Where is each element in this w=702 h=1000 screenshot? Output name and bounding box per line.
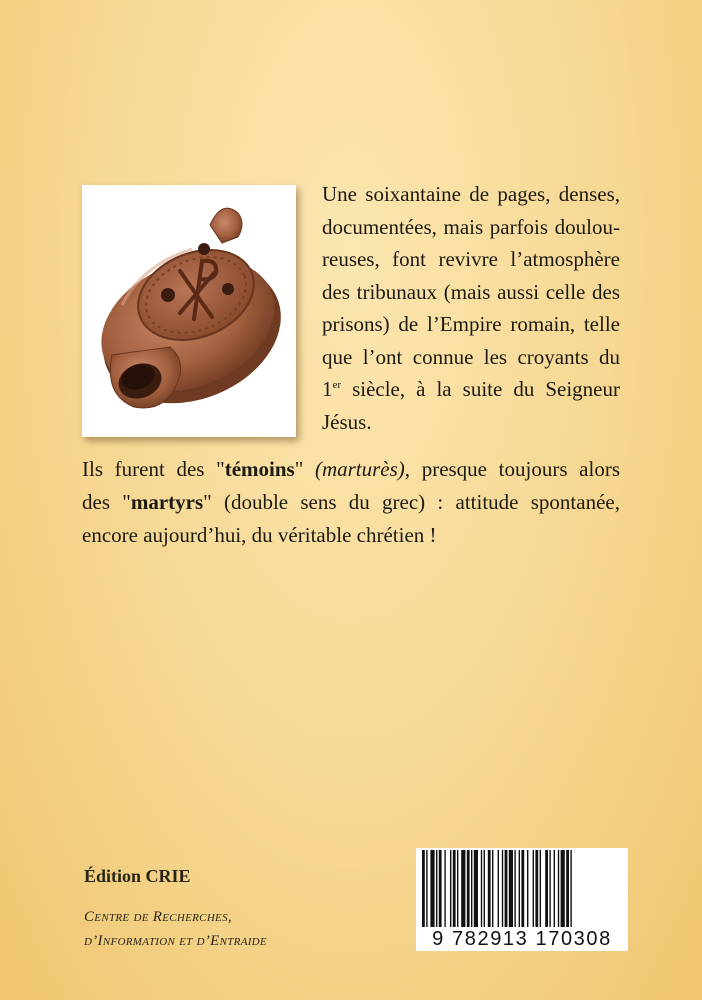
barcode-bar xyxy=(549,850,550,930)
barcode-bar xyxy=(492,850,493,930)
barcode-bar xyxy=(545,850,548,930)
publisher-name: Édition CRIE xyxy=(84,866,191,886)
barcode-bar xyxy=(471,850,472,930)
publisher-description xyxy=(84,905,267,953)
text-run: Ils furent des " xyxy=(82,457,225,481)
oil-lamp-photo xyxy=(82,185,296,437)
intro-line: reuses, font revivre l’atmosphère xyxy=(322,247,620,271)
italic-term-martures: (marturès) xyxy=(314,457,405,481)
barcode-bar xyxy=(519,850,520,930)
intro-line-century xyxy=(322,373,620,406)
barcode-bar xyxy=(488,850,491,930)
oil-lamp-image xyxy=(82,185,296,437)
barcode-digits: 9 782913 170308 xyxy=(416,927,628,951)
text-run: des " xyxy=(82,490,131,514)
barcode-bar xyxy=(453,850,456,930)
witness-paragraph xyxy=(82,453,620,552)
intro-line: prisons) de l’Empire romain, telle xyxy=(322,312,620,336)
barcode-bar xyxy=(540,850,541,930)
intro-line: que l’ont connue les croyants du xyxy=(322,344,620,369)
barcode-bar xyxy=(444,850,445,930)
barcode-bar xyxy=(481,850,482,930)
intro-paragraph xyxy=(322,178,620,438)
witness-line-2 xyxy=(82,486,620,519)
barcode-bar xyxy=(484,850,485,930)
barcode-bar xyxy=(527,850,528,930)
barcode-bar xyxy=(457,850,458,930)
barcode-bar xyxy=(533,850,534,930)
intro-line: Une soixantaine de pages, denses, xyxy=(322,182,620,206)
century-suffix: er xyxy=(332,379,342,391)
intro-line: documentées, mais parfois doulou- xyxy=(322,214,620,239)
barcode-bar xyxy=(502,850,503,930)
barcode-bar xyxy=(521,850,524,930)
text-run: " xyxy=(294,457,315,481)
barcode-bar xyxy=(426,850,427,930)
text-run: , presque toujours alors xyxy=(404,457,620,481)
barcode-bar xyxy=(450,850,451,930)
barcode-bar xyxy=(561,850,565,930)
isbn-barcode xyxy=(416,848,628,952)
barcode-bar xyxy=(509,850,513,930)
publisher-desc-line: d’Information et d’Entraide xyxy=(84,933,267,949)
century-number: 1 xyxy=(322,377,333,401)
barcode-bar xyxy=(467,850,470,930)
barcode-bar xyxy=(535,850,538,930)
century-rest: siècle, à la suite du Seigneur xyxy=(341,377,620,401)
intro-line: des tribunaux (mais aussi celle des xyxy=(322,279,620,304)
barcode-bar xyxy=(570,850,571,930)
barcode-bar xyxy=(436,850,437,930)
barcode-bar xyxy=(498,850,499,930)
bold-term-temoins: témoins xyxy=(224,457,295,481)
text-run: " (double sens du grec) : attitude spontanée, xyxy=(203,490,620,514)
publisher-desc-line: Centre de Recherches, xyxy=(84,909,232,925)
barcode-bar xyxy=(461,850,465,930)
barcode-bars xyxy=(416,848,628,932)
barcode-bar xyxy=(554,850,555,930)
barcode-bar xyxy=(566,850,569,930)
witness-line-3: encore aujourd’hui, du véritable chrétien ! xyxy=(82,523,437,547)
barcode-bar xyxy=(474,850,478,930)
bold-term-martyrs: martyrs xyxy=(130,490,204,514)
barcode-bar xyxy=(505,850,508,930)
barcode-bar xyxy=(422,850,425,930)
barcode-bar xyxy=(558,850,559,930)
barcode-bar xyxy=(430,850,434,930)
barcode-bar xyxy=(514,850,515,930)
barcode-bar xyxy=(439,850,442,930)
intro-line: Jésus. xyxy=(322,409,372,434)
witness-line-1 xyxy=(82,453,620,486)
